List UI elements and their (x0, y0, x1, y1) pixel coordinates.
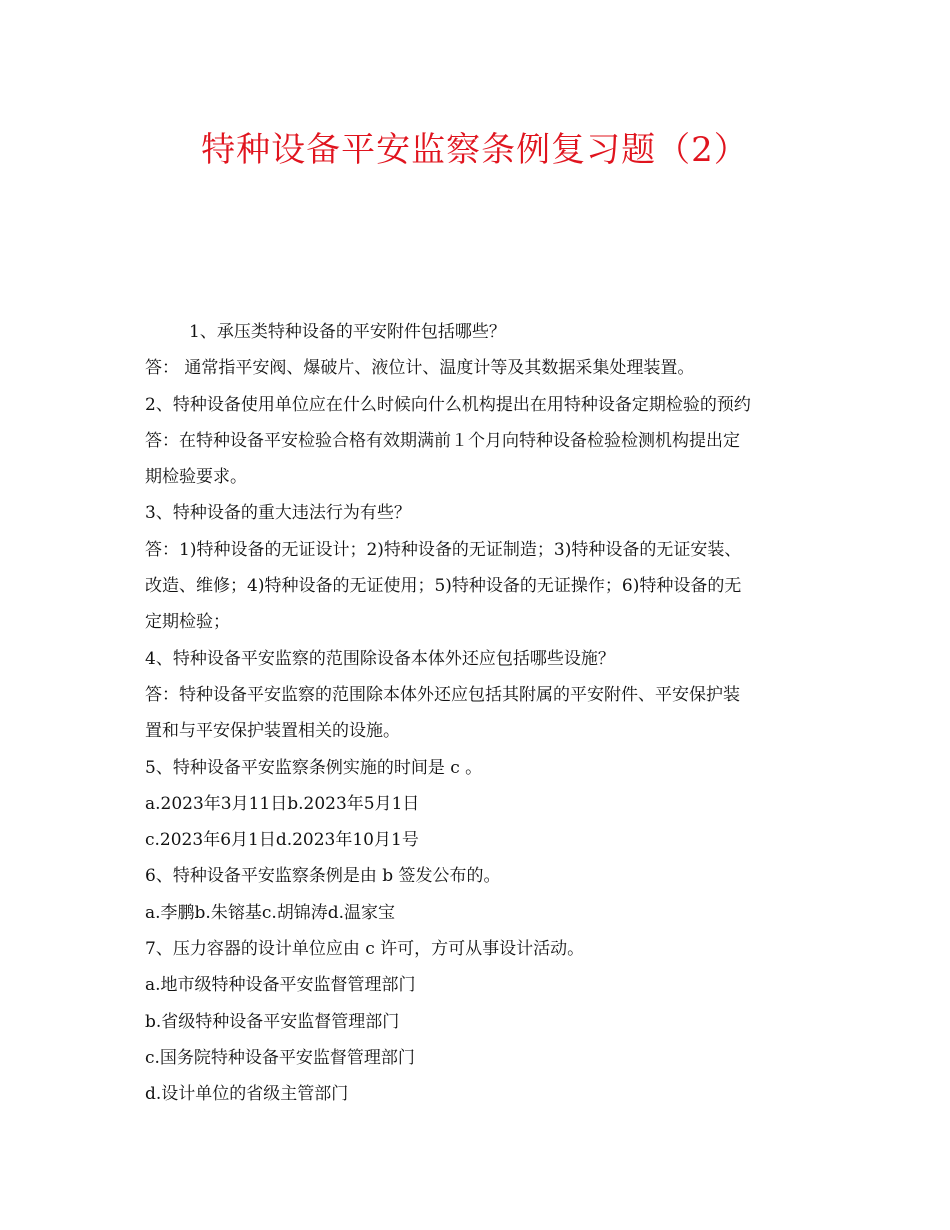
question-7: 7、压力容器的设计单位应由 c 许可，方可从事设计活动。 (145, 939, 585, 960)
question-5: 5、特种设备平安监察条例实施的时间是 c 。 (145, 757, 483, 778)
answer-3-line-1: 答：1)特种设备的无证设计；2)特种设备的无证制造；3)特种设备的无证安装、 (145, 539, 742, 560)
answer-3-line-3: 定期检验； (145, 612, 230, 633)
question-7-option-b: b.省级特种设备平安监督管理部门 (145, 1011, 400, 1032)
question-7-option-d: d.设计单位的省级主管部门 (145, 1084, 349, 1105)
answer-4-line-2: 置和与平安保护装置相关的设施。 (145, 721, 400, 742)
question-7-option-c: c.国务院特种设备平安监督管理部门 (145, 1047, 415, 1068)
question-2: 2、特种设备使用单位应在什么时候向什么机构提出在用特种设备定期检验的预约 (145, 394, 751, 415)
answer-1: 答： 通常指平安阀、爆破片、液位计、温度计等及其数据采集处理装置。 (145, 358, 695, 379)
question-5-options-cd: c.2023年6月1日d.2023年10月1号 (145, 830, 419, 851)
question-6-options: a.李鹏b.朱镕基c.胡锦涛d.温家宝 (145, 902, 396, 923)
question-3: 3、特种设备的重大违法行为有些？ (145, 503, 411, 524)
question-6: 6、特种设备平安监察条例是由 b 签发公布的。 (145, 866, 501, 887)
question-1: 1、承压类特种设备的平安附件包括哪些？ (189, 322, 506, 342)
document-title: 特种设备平安监察条例复习题（2） (201, 130, 749, 170)
answer-3-line-2: 改造、维修；4)特种设备的无证使用；5)特种设备的无证操作；6)特种设备的无 (145, 576, 742, 597)
question-7-option-a: a.地市级特种设备平安监督管理部门 (145, 975, 416, 996)
answer-4-line-1: 答：特种设备平安监察的范围除本体外还应包括其附属的平安附件、平安保护装 (145, 684, 740, 705)
answer-2-line-1: 答：在特种设备平安检验合格有效期满前１个月向特种设备检验检测机构提出定 (145, 430, 740, 451)
document-body (145, 314, 810, 1113)
question-4: 4、特种设备平安监察的范围除设备本体外还应包括哪些设施？ (145, 648, 615, 669)
question-5-options-ab: a.2023年3月11日b.2023年5月1日 (145, 793, 420, 814)
answer-2-line-2: 期检验要求。 (145, 467, 247, 488)
